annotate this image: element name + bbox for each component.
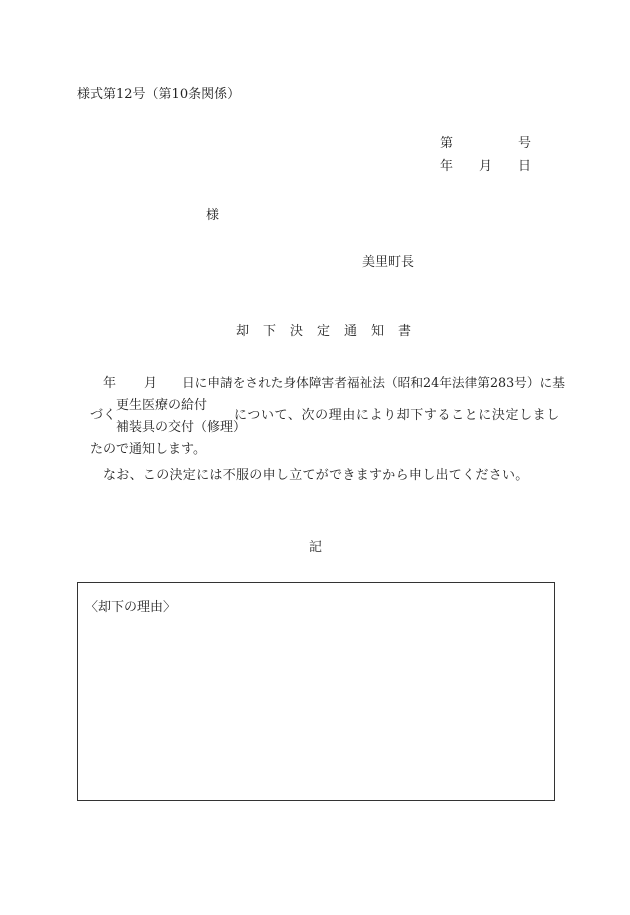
option-device-provision: 補装具の交付（修理）: [116, 420, 247, 435]
ki-heading: 記: [309, 540, 323, 555]
date-month-label: 月: [479, 159, 493, 174]
body-line3-text: たので通知します。: [90, 442, 206, 457]
body-line1-month: 月: [144, 376, 158, 391]
document-number-prefix: 第: [440, 136, 454, 151]
reason-box: [77, 582, 555, 801]
date-day-label: 日: [518, 159, 532, 174]
document-number-suffix: 号: [518, 136, 532, 151]
issuer-name: 美里町長: [362, 255, 415, 270]
form-number: 様式第12号（第10条関係）: [77, 87, 241, 102]
option-medical-benefit: 更生医療の給付: [116, 398, 208, 413]
body-line1-text: 日に申請をされた身体障害者福祉法（昭和24年法律第283号）に基: [182, 375, 565, 390]
document-title: 却 下 決 定 通 知 書: [236, 324, 412, 339]
date-year-label: 年: [440, 159, 454, 174]
reason-label: 〈却下の理由〉: [85, 600, 177, 615]
body-line1-year: 年: [103, 376, 117, 391]
body-line2-prefix: づく: [90, 408, 117, 423]
body-line2-text: について、次の理由により却下することに決定しまし: [234, 408, 560, 423]
addressee-suffix: 様: [206, 208, 220, 223]
body-line4-text: なお、この決定には不服の申し立てができますから申し出てください。: [103, 468, 529, 483]
